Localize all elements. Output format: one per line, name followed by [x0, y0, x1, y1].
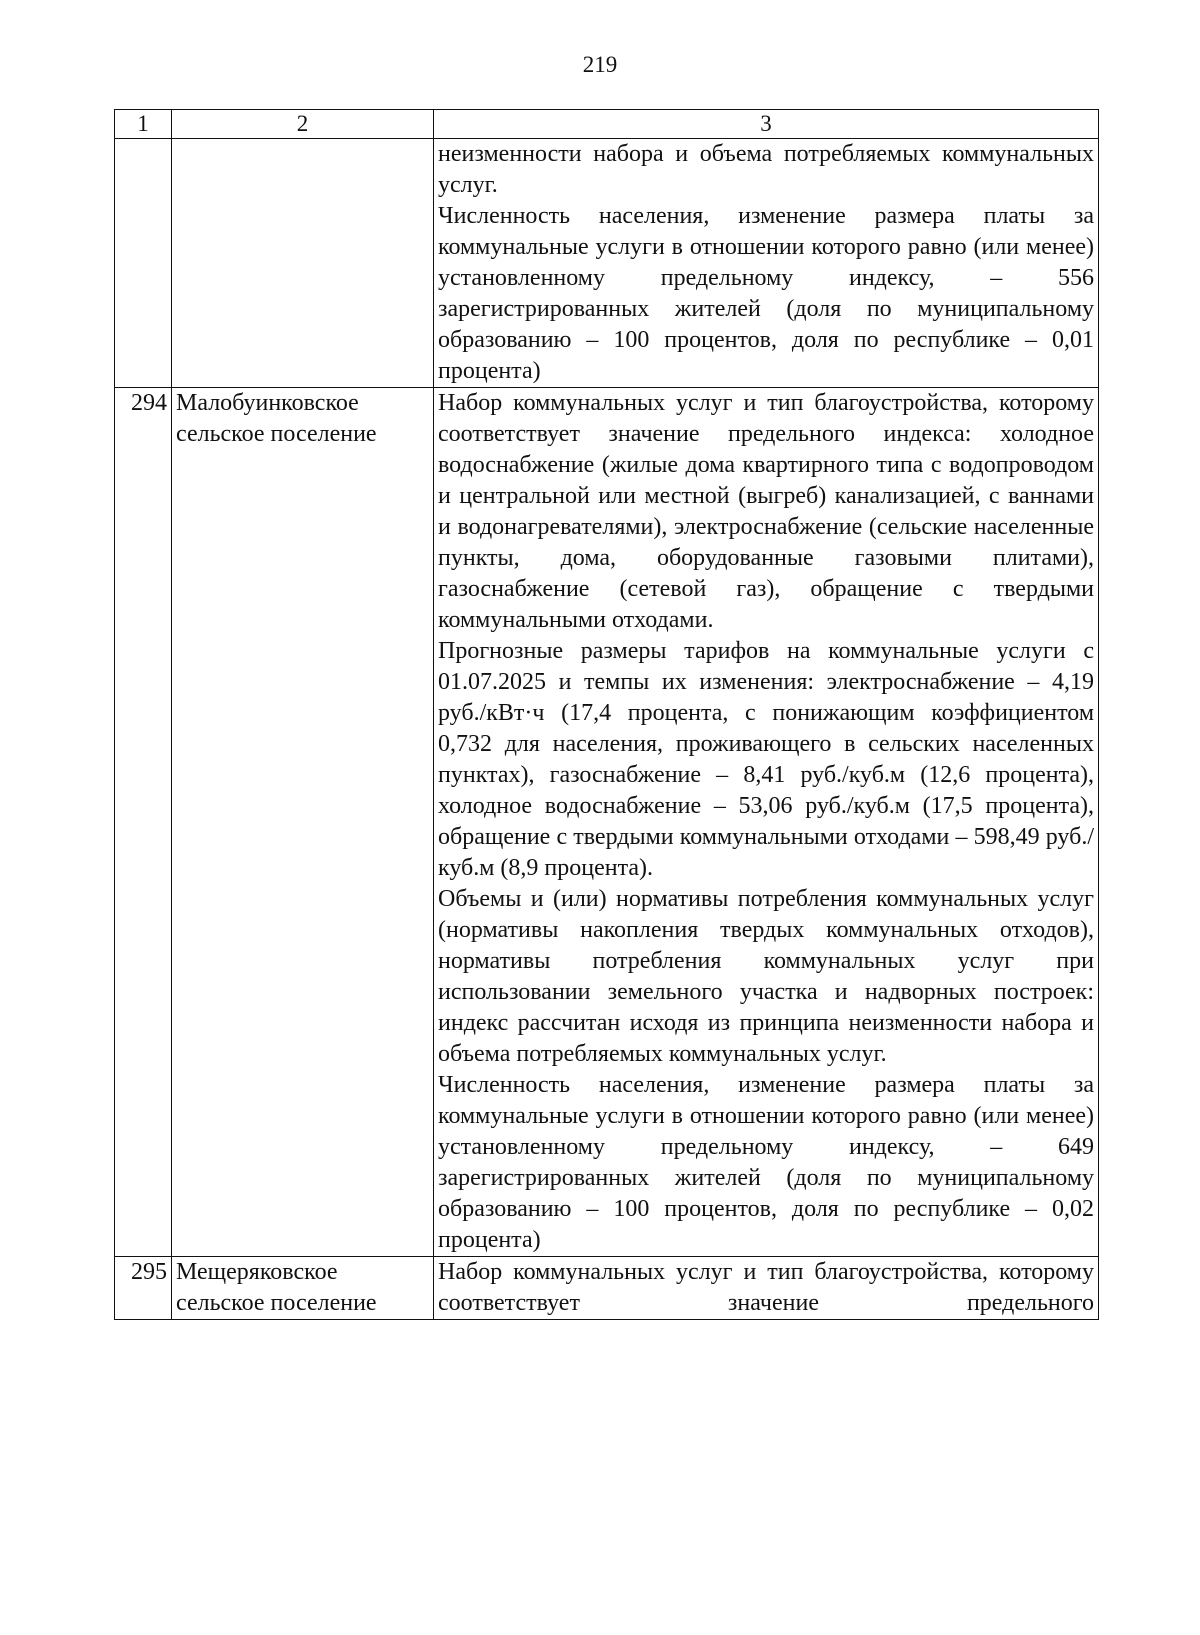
- paragraph: Набор коммунальных услуг и тип благоустройства, которому соответствует значение предельного индекса: холодное водоснабжение (жилые дома квартирного типа с водопроводом и центральной или местной (выгреб) канализацией, с ваннами и водонагревателями), электроснабжение (сельские населенные пункты, дома, оборудованные газовыми плитами), газоснабжение (сетевой газ), обращение с твердыми коммунальными отходами.: [438, 390, 1094, 633]
- header-col-3: 3: [434, 110, 1099, 139]
- table-row: [115, 139, 1099, 388]
- settlement-name: Малобуинковское сельское поселение: [172, 388, 434, 1257]
- description-cell: [434, 1257, 1099, 1320]
- row-number: 295: [115, 1257, 172, 1320]
- settlement-name: [172, 139, 434, 388]
- paragraph: неизменности набора и объема потребляемых коммунальных услуг.: [438, 141, 1094, 198]
- paragraph: Численность населения, изменение размера платы за коммунальные услуги в отношении которого равно (или менее) установленному предельному индексу, – 649 зарегистрированных жителей (доля по муниципальному образованию – 100 процентов, доля по республике – 0,02 процента): [438, 1072, 1094, 1253]
- paragraph: Объемы и (или) нормативы потребления коммунальных услуг (нормативы накопления твердых коммунальных отходов), нормативы потребления коммунальных услуг при использовании земельного участка и надворных построек: индекс рассчитан исходя из принципа неизменности набора и объема потребляемых коммунальных услуг.: [438, 886, 1094, 1067]
- description-cell: [434, 388, 1099, 1257]
- settlement-name: Мещеряковское сельское поселение: [172, 1257, 434, 1320]
- table-header-row: [115, 110, 1099, 139]
- description-cell: [434, 139, 1099, 388]
- table-row: [115, 388, 1099, 1257]
- municipal-index-table: [114, 109, 1099, 1320]
- row-number: 294: [115, 388, 172, 1257]
- table-row: [115, 1257, 1099, 1320]
- row-number: [115, 139, 172, 388]
- paragraph: Прогнозные размеры тарифов на коммунальные услуги с 01.07.2025 и темпы их изменения: электроснабжение – 4,19 руб./кВт·ч (17,4 процента, с понижающим коэффициентом 0,732 для населения, проживающего в сельских населенных пунктах), газоснабжение – 8,41 руб./куб.м (12,6 процента), холодное водоснабжение – 53,06 руб./куб.м (17,5 процента), обращение с твердыми коммунальными отходами – 598,49 руб./куб.м (8,9 процента).: [438, 638, 1094, 881]
- paragraph: Численность населения, изменение размера платы за коммунальные услуги в отношении которого равно (или менее) установленному предельному индексу, – 556 зарегистрированных жителей (доля по муниципальному образованию – 100 процентов, доля по республике – 0,01 процента): [438, 203, 1094, 384]
- header-col-2: 2: [172, 110, 434, 139]
- page-number: 219: [582, 52, 618, 77]
- paragraph: Набор коммунальных услуг и тип благоустройства, которому соответствует значение предельного: [438, 1259, 1094, 1316]
- header-col-1: 1: [115, 110, 172, 139]
